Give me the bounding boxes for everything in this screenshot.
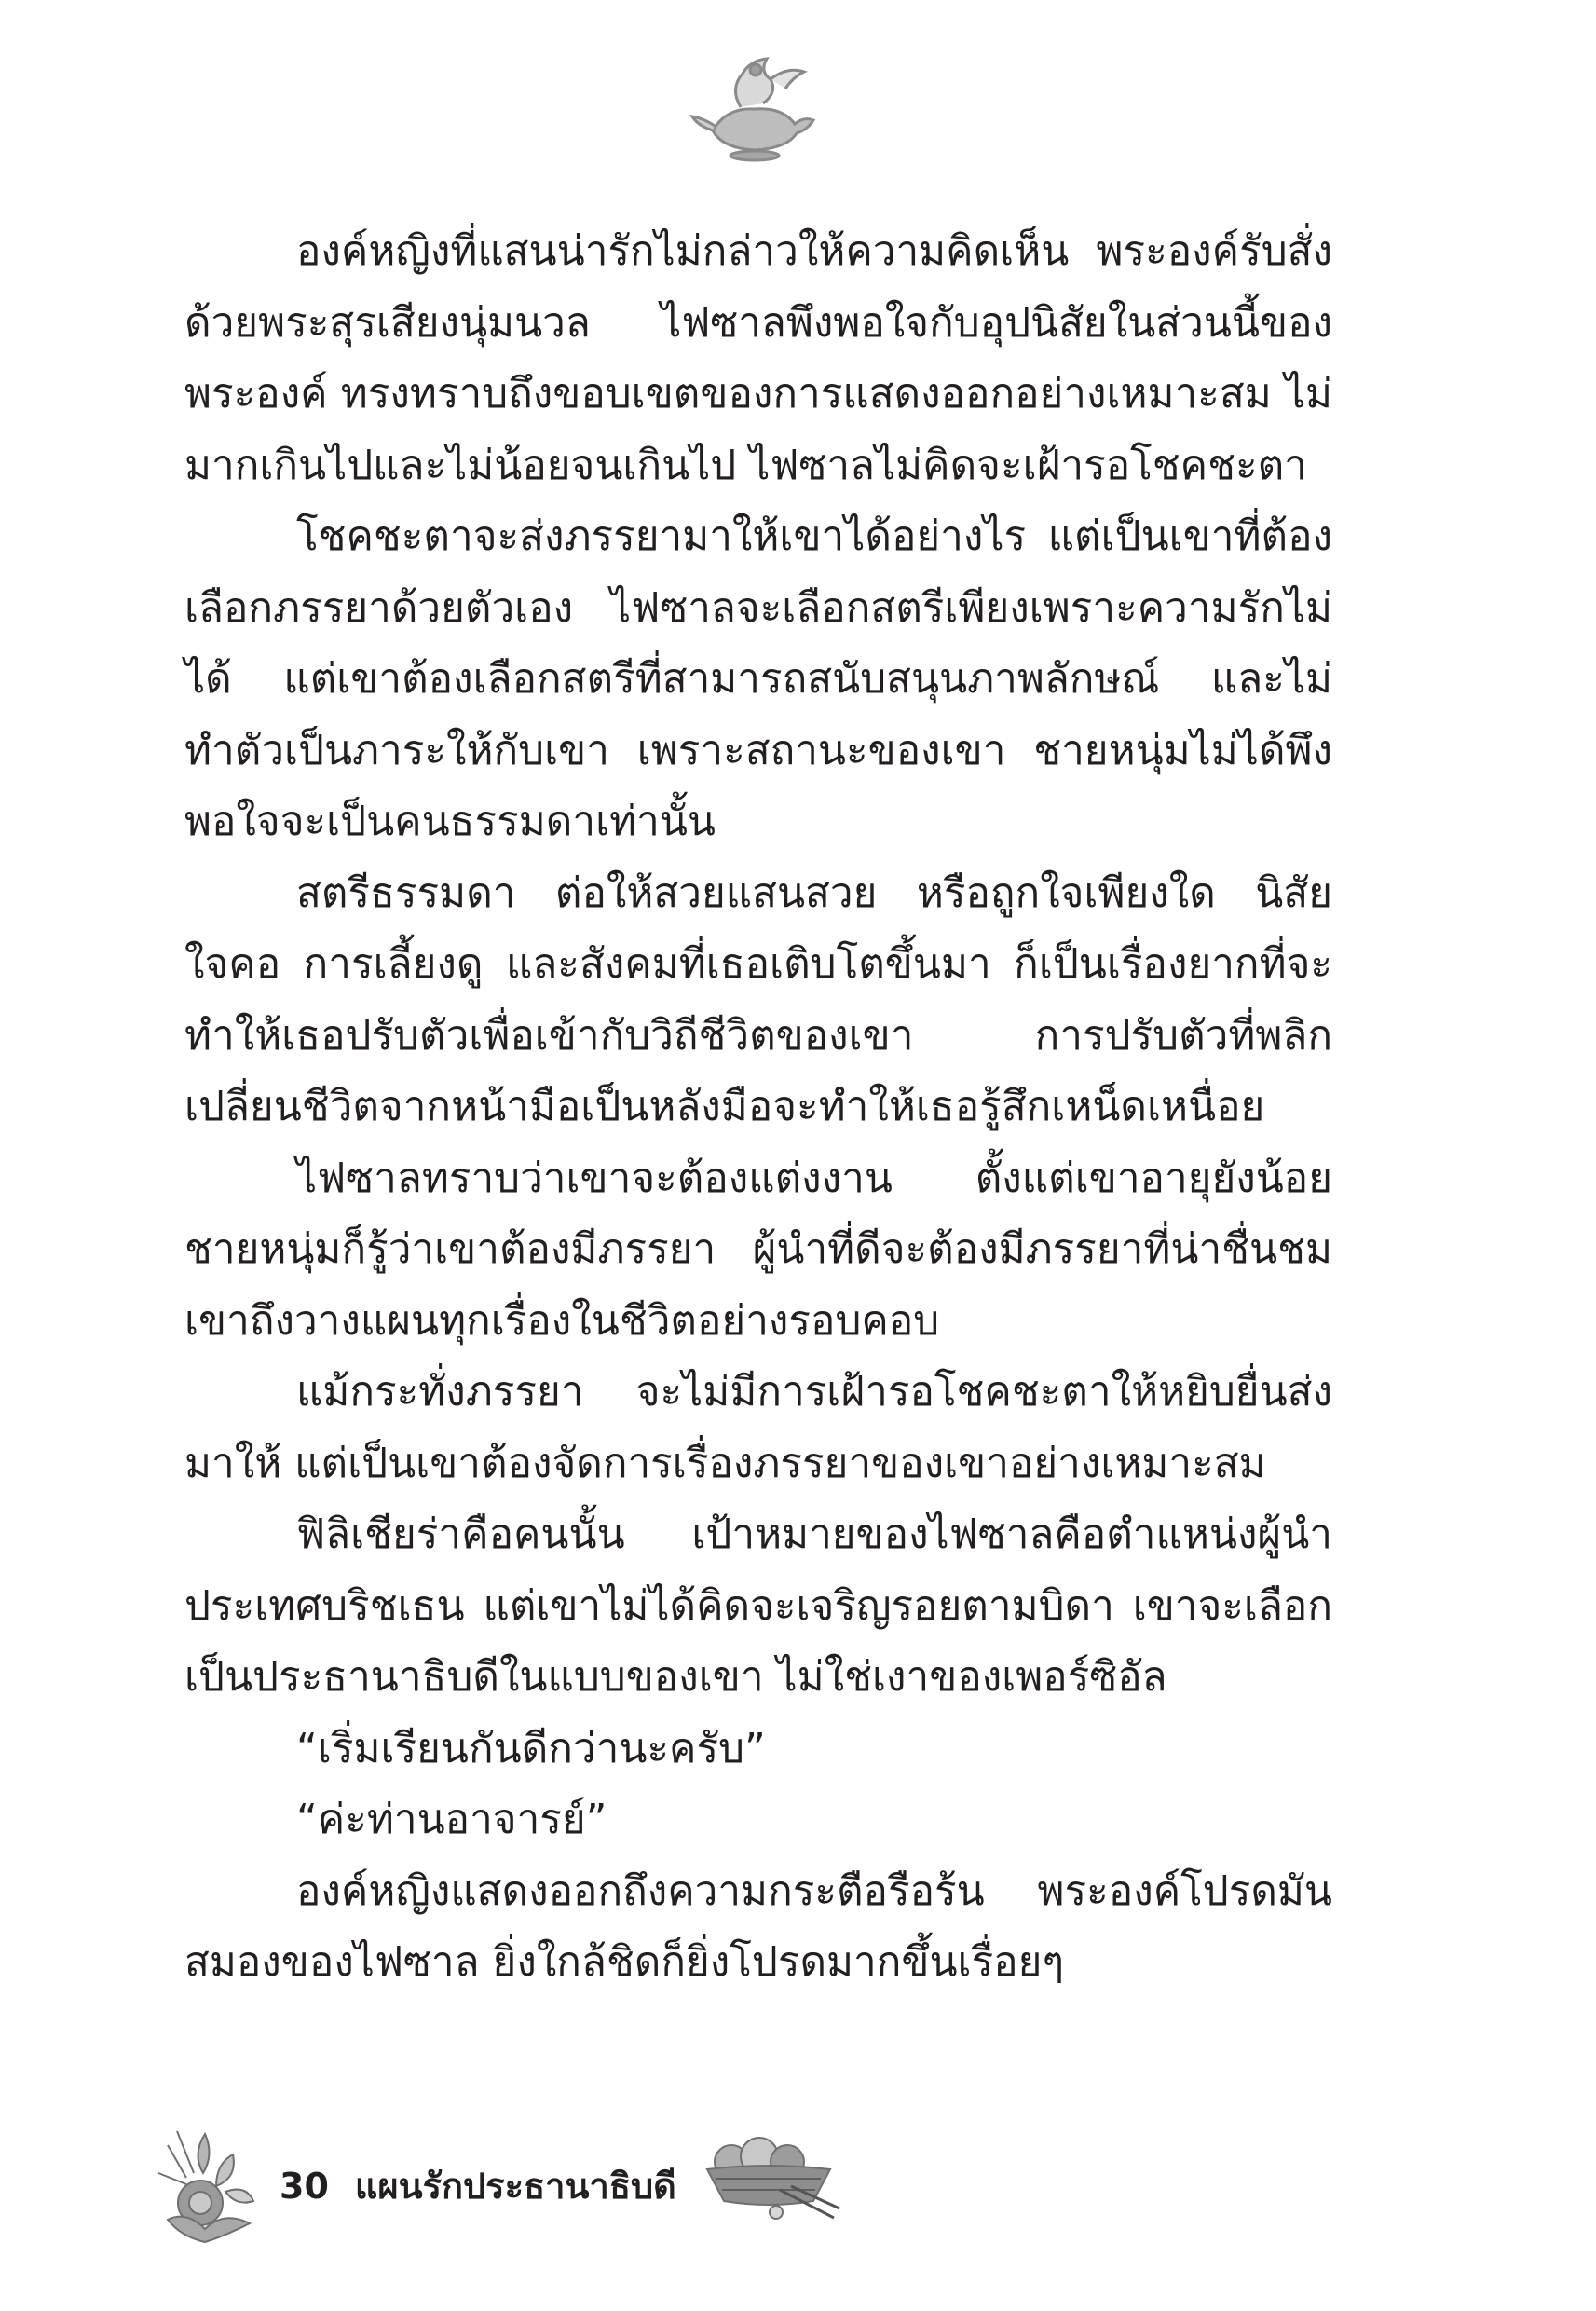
genie-lamp-icon [685, 51, 825, 163]
paragraph: สตรีธรรมดา ต่อให้สวยแสนสวย หรือถูกใจเพียงใด นิสัยใจคอ การเลี้ยงดู และสังคมที่เธอเติบโตขึ้นมา ก็เป็นเรื่องยากที่จะทำให้เธอปรับตัวเพื่อเข้ากับวิถีชีวิตของเขา การปรับตัวที่พลิกเปลี่ยนชีวิตจากหน้ามือเป็นหลังมือจะทำให้เธอรู้สึกเหน็ดเหนื่อย [184, 868, 1332, 1130]
flower-bouquet-icon [149, 2126, 261, 2248]
paragraph: องค์หญิงแสดงออกถึงความกระตือรือร้น พระองค์โปรดมันสมองของไฟซาล ยิ่งใกล้ชิดก็ยิ่งโปรดมากขึ้นเรื่อยๆ [184, 1867, 1332, 1986]
paragraph: ไฟซาลทราบว่าเขาจะต้องแต่งงาน ตั้งแต่เขาอายุยังน้อย ชายหนุ่มก็รู้ว่าเขาต้องมีภรรยา ผู้นำที่ดีจะต้องมีภรรยาที่น่าชื่นชม เขาถึงวางแผนทุกเรื่องในชีวิตอย่างรอบคอบ [184, 1154, 1332, 1345]
paragraph: ฟิลิเชียร่าคือคนนั้น เป้าหมายของไฟซาลคือตำแหน่งผู้นำประเทศบริชเธน แต่เขาไม่ได้คิดจะเจริญรอยตามบิดา เขาจะเลือกเป็นประธานาธิบดีในแบบของเขา ไม่ใช่เงาของเพอร์ซิอัล [184, 1511, 1332, 1701]
yarn-basket-icon [694, 2134, 843, 2222]
book-title: แผนรักประธานาธิบดี [354, 2166, 676, 2207]
paragraph: แม้กระทั่งภรรยา จะไม่มีการเฝ้ารอโชคชะตาให้หยิบยื่นส่งมาให้ แต่เป็นเขาต้องจัดการเรื่องภรรยาของเขาอย่างเหมาะสม [184, 1368, 1332, 1487]
page-footer [280, 2157, 676, 2214]
paragraph: โชคชะตาจะส่งภรรยามาให้เขาได้อย่างไร แต่เป็นเขาที่ต้องเลือกภรรยาด้วยตัวเอง ไฟซาลจะเลือกสตรีเพียงเพราะความรักไม่ได้ แต่เขาต้องเลือกสตรีที่สามารถสนับสนุนภาพลักษณ์ และไม่ทำตัวเป็นภาระให้กับเขา เพราะสถานะของเขา ชายหนุ่มไม่ได้พึงพอใจจะเป็นคนธรรมดาเท่านั้น [184, 513, 1332, 845]
page-number: 30 [280, 2166, 329, 2207]
dialogue-line: “เริ่มเรียนกันดีกว่านะครับ” [296, 1724, 766, 1772]
body-text [184, 216, 1332, 1999]
dialogue-line: “ค่ะท่านอาจารย์” [296, 1796, 607, 1843]
paragraph: องค์หญิงที่แสนน่ารักไม่กล่าวให้ความคิดเห็น พระองค์รับสั่งด้วยพระสุรเสียงนุ่มนวล ไฟซาลพึงพอใจกับอุปนิสัยในส่วนนี้ของพระองค์ ทรงทราบถึงขอบเขตของการแสดงออกอย่างเหมาะสม ไม่มากเกินไปและไม่น้อยจนเกินไป ไฟซาลไม่คิดจะเฝ้ารอโชคชะตา [184, 227, 1332, 489]
